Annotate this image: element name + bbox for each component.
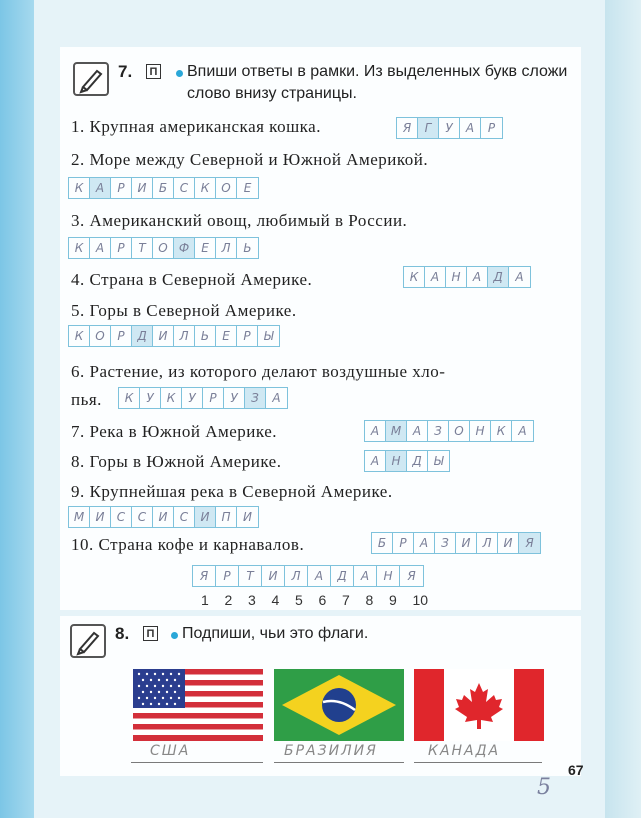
answer-cell[interactable]: А <box>365 421 386 441</box>
answer-cell[interactable]: О <box>216 178 237 198</box>
final-word-number: 6 <box>318 592 327 608</box>
answer-cells-9[interactable] <box>68 506 259 528</box>
answer-cell[interactable]: И <box>132 178 153 198</box>
question-1-text: 1. Крупная американская кошка. <box>71 117 321 136</box>
final-word-cell[interactable]: Р <box>216 566 239 586</box>
canada-answer[interactable]: КАНАДА <box>428 743 501 759</box>
answer-cell[interactable]: Ь <box>243 241 252 255</box>
answer-cell[interactable]: А <box>407 421 428 441</box>
answer-cells-8[interactable] <box>364 450 450 472</box>
usa-answer[interactable]: США <box>150 743 191 759</box>
answer-cell[interactable]: Ы <box>433 454 444 468</box>
question-9-text: 9. Крупнейшая река в Северной Америке. <box>71 482 393 501</box>
answer-cell[interactable]: Т <box>132 238 153 258</box>
question-7-text: 7. Река в Южной Америке. <box>71 422 278 441</box>
final-word-cell[interactable]: Т <box>239 566 262 586</box>
question-6-text: 6. Растение, из которого делают воздушные хло- <box>71 362 446 381</box>
page-edge <box>605 0 641 818</box>
answer-cell[interactable]: Д <box>488 267 509 287</box>
answer-cell[interactable]: Ф <box>174 238 195 258</box>
answer-cell[interactable]: Р <box>203 388 224 408</box>
canada-flag-icon <box>414 669 544 741</box>
answer-cell[interactable]: Н <box>446 267 467 287</box>
final-word-numbers <box>197 592 437 612</box>
answer-cell[interactable]: А <box>518 424 527 438</box>
usa-flag-icon <box>133 669 263 741</box>
answer-cell[interactable]: Ь <box>195 326 216 346</box>
answer-cell[interactable]: Р <box>111 238 132 258</box>
answer-cell[interactable]: У <box>439 118 460 138</box>
final-word-number: 8 <box>365 592 374 608</box>
answer-cell[interactable]: К <box>195 178 216 198</box>
answer-cell[interactable]: Г <box>418 118 439 138</box>
task8-badge: П <box>143 626 158 641</box>
answer-cell[interactable]: И <box>195 507 216 527</box>
final-word-cell[interactable]: Л <box>285 566 308 586</box>
final-word-cell[interactable]: И <box>262 566 285 586</box>
answer-line <box>131 762 263 763</box>
answer-cell[interactable]: З <box>435 533 456 553</box>
answer-cells-5[interactable] <box>68 325 280 347</box>
task8-number: 8. <box>115 624 130 643</box>
final-word-cell[interactable]: А <box>308 566 331 586</box>
final-word-cell[interactable]: Д <box>331 566 354 586</box>
answer-cell[interactable]: У <box>182 388 203 408</box>
answer-cell[interactable]: У <box>140 388 161 408</box>
answer-cell[interactable]: А <box>90 238 111 258</box>
answer-cell[interactable]: А <box>467 267 488 287</box>
answer-cell[interactable]: И <box>498 533 519 553</box>
brazil-flag-icon <box>274 669 404 741</box>
answer-cell[interactable]: Е <box>243 181 252 195</box>
answer-cells-6[interactable] <box>118 387 288 409</box>
answer-cell[interactable]: Л <box>216 238 237 258</box>
answer-cell[interactable]: Ы <box>263 329 274 343</box>
answer-cell[interactable]: Б <box>372 533 393 553</box>
answer-cell[interactable]: Д <box>132 326 153 346</box>
final-word-cell[interactable]: Я <box>407 569 416 583</box>
answer-cell[interactable]: К <box>69 238 90 258</box>
answer-cell[interactable]: Б <box>153 178 174 198</box>
question-4-text: 4. Страна в Северной Америке. <box>71 270 313 289</box>
final-word-number: 10 <box>412 592 429 608</box>
answer-cell[interactable]: Р <box>111 326 132 346</box>
question-3-text: 3. Американский овощ, любимый в России. <box>71 211 408 230</box>
answer-cell[interactable]: С <box>174 178 195 198</box>
answer-cell[interactable]: А <box>425 267 446 287</box>
answer-cell[interactable]: Н <box>470 421 491 441</box>
answer-cells-2[interactable] <box>68 177 259 199</box>
answer-cell[interactable]: И <box>90 507 111 527</box>
answer-cell[interactable]: С <box>111 507 132 527</box>
handwritten-grade: 5 <box>537 775 551 800</box>
answer-cell[interactable]: Е <box>195 238 216 258</box>
bullet-icon <box>176 70 183 77</box>
answer-cell[interactable]: Е <box>216 326 237 346</box>
answer-cells-10[interactable] <box>371 532 541 554</box>
answer-cell[interactable]: З <box>428 421 449 441</box>
answer-cells-7[interactable] <box>364 420 534 442</box>
answer-cell[interactable]: О <box>90 326 111 346</box>
answer-cell[interactable]: К <box>491 421 512 441</box>
answer-line <box>414 762 542 763</box>
answer-cell[interactable]: З <box>245 388 266 408</box>
task7-number: 7. <box>118 62 133 81</box>
answer-cell[interactable]: М <box>386 421 407 441</box>
answer-cell[interactable]: М <box>69 507 90 527</box>
answer-cell[interactable]: Р <box>237 326 258 346</box>
final-word-number: 4 <box>271 592 280 608</box>
answer-cell[interactable]: И <box>243 510 252 524</box>
final-word-cell[interactable]: Н <box>377 566 400 586</box>
answer-cells-4[interactable] <box>403 266 531 288</box>
final-word-cells[interactable] <box>192 565 424 587</box>
answer-cell[interactable]: И <box>153 507 174 527</box>
answer-cell[interactable]: Я <box>397 118 418 138</box>
answer-cell[interactable]: Л <box>174 326 195 346</box>
answer-cell[interactable]: К <box>119 388 140 408</box>
answer-cells-1[interactable] <box>396 117 503 139</box>
answer-cell[interactable]: П <box>216 507 237 527</box>
final-word-cell[interactable]: А <box>354 566 377 586</box>
answer-cell[interactable]: К <box>69 178 90 198</box>
final-word-number: 7 <box>342 592 350 608</box>
answer-cell[interactable]: С <box>174 507 195 527</box>
answer-cell[interactable]: Л <box>477 533 498 553</box>
final-word-cell[interactable]: Я <box>193 566 216 586</box>
answer-cell[interactable]: К <box>69 326 90 346</box>
answer-cell[interactable]: Н <box>386 451 407 471</box>
answer-cell[interactable]: А <box>414 533 435 553</box>
pencil-icon <box>73 62 109 96</box>
answer-cell[interactable]: Д <box>407 451 428 471</box>
task7-instruction: Впиши ответы в рамки. Из выделенных букв сложи слово внизу страницы. <box>187 63 568 102</box>
answer-cell[interactable]: К <box>161 388 182 408</box>
answer-cell[interactable]: Р <box>111 178 132 198</box>
answer-cell[interactable]: А <box>90 178 111 198</box>
final-word-number: 5 <box>295 592 303 608</box>
answer-cell[interactable]: Р <box>393 533 414 553</box>
book-spine <box>0 0 34 818</box>
answer-cell[interactable]: К <box>404 267 425 287</box>
answer-cell[interactable]: С <box>132 507 153 527</box>
answer-cell[interactable]: Я <box>519 533 540 553</box>
answer-line <box>274 762 404 763</box>
page-number: 67 <box>568 762 584 778</box>
answer-cell[interactable]: А <box>365 451 386 471</box>
final-word-number: 2 <box>224 592 233 608</box>
answer-cell[interactable]: А <box>272 391 281 405</box>
brazil-answer[interactable]: БРАЗИЛИЯ <box>284 743 378 759</box>
answer-cells-3[interactable] <box>68 237 259 259</box>
question-6-text-continued: пья. <box>71 390 102 409</box>
question-2-text: 2. Море между Северной и Южной Америкой. <box>71 150 429 169</box>
question-10-text: 10. Страна кофе и карнавалов. <box>71 535 305 554</box>
question-5-text: 5. Горы в Северной Америке. <box>71 301 297 320</box>
answer-cell[interactable]: И <box>153 326 174 346</box>
answer-cell[interactable]: У <box>224 388 245 408</box>
task8-instruction: Подпиши, чьи это флаги. <box>182 625 369 642</box>
final-word-number: 1 <box>201 592 209 608</box>
pencil-icon <box>70 624 106 658</box>
question-8-text: 8. Горы в Южной Америке. <box>71 452 282 471</box>
answer-cell[interactable]: А <box>515 270 524 284</box>
answer-cell[interactable]: О <box>449 421 470 441</box>
bullet-icon <box>171 632 178 639</box>
task7-badge: П <box>146 64 161 79</box>
final-word-number: 3 <box>248 592 256 608</box>
answer-cell[interactable]: Р <box>487 121 496 135</box>
final-word-number: 9 <box>389 592 397 608</box>
answer-cell[interactable]: О <box>153 238 174 258</box>
answer-cell[interactable]: А <box>460 118 481 138</box>
answer-cell[interactable]: И <box>456 533 477 553</box>
